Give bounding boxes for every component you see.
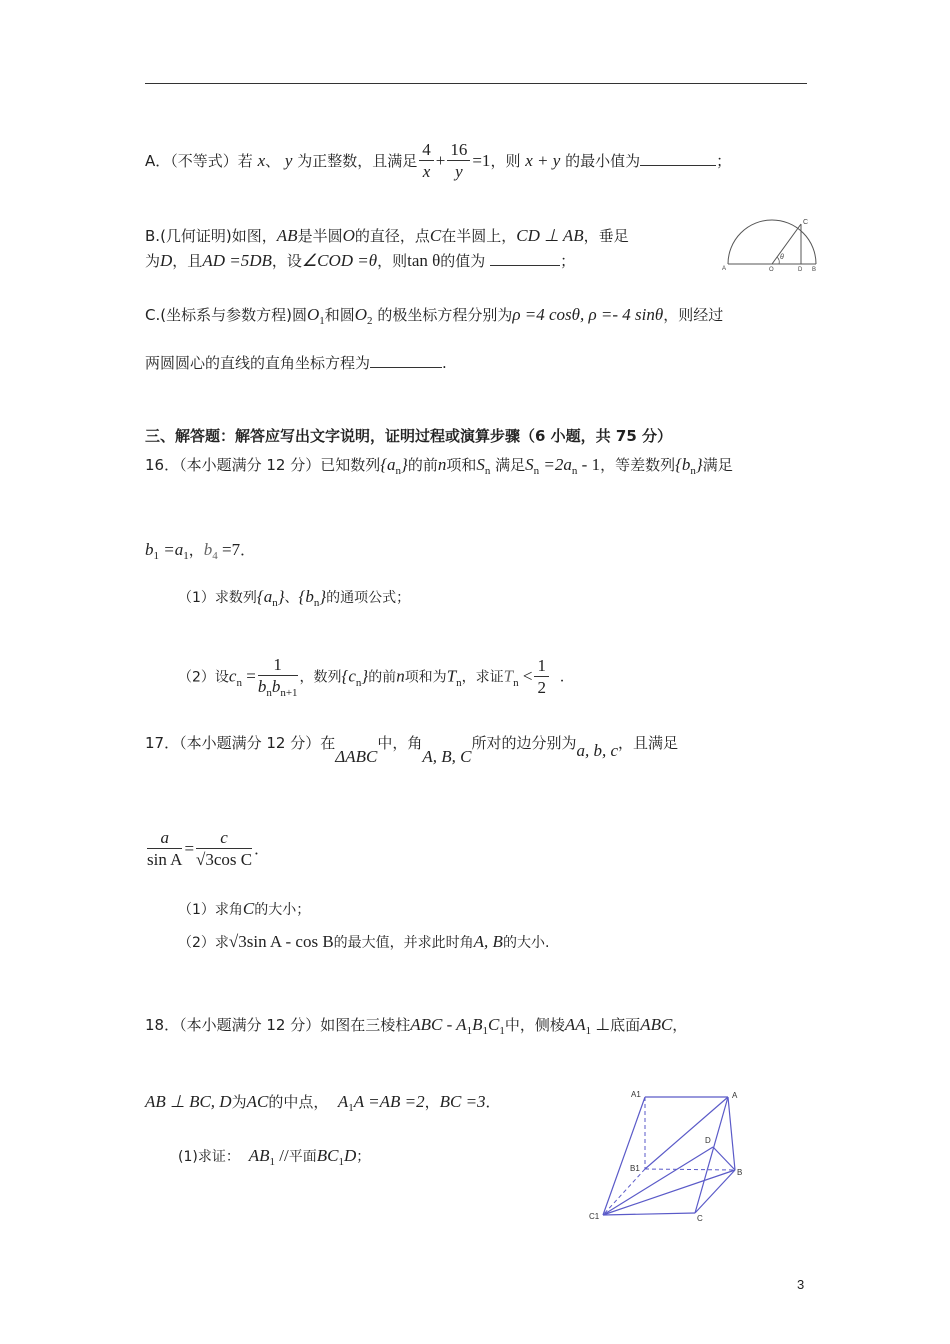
label-c: C xyxy=(697,1214,703,1223)
q17-part1: （1）求角C的大小； xyxy=(178,899,311,918)
label-c1: C1 xyxy=(589,1212,600,1221)
label-a: A xyxy=(732,1091,738,1100)
label-o: O xyxy=(769,267,774,272)
q17-part2: （2）求√3sin A - cos B的最大值，并求此时角A, B的大小. xyxy=(178,932,550,951)
edge-c1-c xyxy=(603,1213,695,1215)
fraction-16-y: $\frac{16}{y}$ xyxy=(447,140,470,183)
item-b-line2: 为D，且AD =5DB，设∠COD =θ，则tan θ的值为 ； xyxy=(145,251,576,270)
page-number: 3 xyxy=(797,1277,805,1292)
prism-figure xyxy=(585,1085,755,1225)
label-b1: B1 xyxy=(630,1164,640,1173)
segment-c1-b xyxy=(603,1170,735,1215)
q16-part1: （1）求数列$\{a_n\}$、$\{b_n\}$的通项公式； xyxy=(178,587,411,609)
semicircle-figure xyxy=(722,212,822,272)
item-b-line1: B.(几何证明)如图，AB是半圆O的直径，点C在半圆上，CD ⊥ AB，垂足 xyxy=(145,226,629,245)
label-d: D xyxy=(705,1136,711,1145)
label-a1: A1 xyxy=(631,1090,641,1099)
q18-line1: 18．（本小题满分 12 分）如图在三棱柱ABC - $A_1B_1C_1$中，侧棱$AA_1$ ⊥底面ABC， xyxy=(145,1015,688,1037)
fraction-cn: $\frac{1}{b_nb_{n+1}}$ xyxy=(257,655,298,699)
answer-blank-b[interactable] xyxy=(490,251,560,266)
fraction-c-sqrt3cosC: $\frac{c}{\text{√3cos C}}$ xyxy=(196,828,253,869)
label-b: B xyxy=(737,1168,743,1177)
label-theta: θ xyxy=(780,254,784,261)
q17-line2: $\frac{a}{\text{sin A}}$ = $\frac{c}{\text{√3cos C}}$ ． xyxy=(147,828,270,869)
section-3-heading: 三、解答题：解答应写出文字说明，证明过程或演算步骤（6 小题，共 75 分） xyxy=(145,427,672,445)
q16-line1: 16．（本小题满分 12 分）已知数列$\{a_n\}$的前n项和$S_n$ 满足$S_n =2a_n - 1$，等差数列$\{b_n\}$满足 xyxy=(145,455,733,477)
edge-a-b xyxy=(728,1097,735,1170)
fraction-4-x: $\frac{4}{x}$ xyxy=(419,140,434,183)
q18-part1: (1)求证： $AB_1$ //平面$BC_1D$； xyxy=(178,1146,371,1168)
segment-oc xyxy=(772,224,801,264)
q16-part2: （2）设$c_n$ = $\frac{1}{b_nb_{n+1}}$ ，数列$\{c_n\}$的前n项和为$T_n$，求证$T_n$ < $\frac{1}{2}$ ． xyxy=(178,655,574,699)
fraction-a-sinA: $\frac{a}{\text{sin A}}$ xyxy=(147,828,183,869)
item-a: A．（不等式）若 x、 y 为正整数，且满足 $\frac{4}{x}$ + $\frac{16}{y}$ =1，则 x + y 的最小值为 ； xyxy=(145,140,732,181)
angle-theta-arc xyxy=(777,257,779,264)
edge-a1-c1 xyxy=(603,1097,645,1215)
semicircle-arc xyxy=(728,220,816,264)
label-d: D xyxy=(798,267,803,272)
answer-blank-c[interactable] xyxy=(370,353,442,368)
segment-b1-a xyxy=(645,1097,728,1169)
q17-line1: 17．（本小题满分 12 分）在ΔABC中，角A, B, C所对的边分别为a, b, c，且满足 xyxy=(145,734,679,766)
label-c: C xyxy=(803,219,809,226)
fraction-half: $\frac{1}{2}$ xyxy=(534,656,549,699)
edge-b1-b-hidden xyxy=(645,1169,735,1170)
header-rule xyxy=(145,83,807,84)
q18-line2: AB ⊥ BC, D为AC的中点， $A_1A =AB =2$，BC =3． xyxy=(145,1092,501,1114)
item-c-line1: C.(坐标系与参数方程)圆$O_1$和圆$O_2$ 的极坐标方程分别为ρ =4 cosθ, ρ =- 4 sinθ，则经过 xyxy=(145,305,724,327)
item-c-line2: 两圆圆心的直线的直角坐标方程为 . xyxy=(145,354,447,372)
label-b: B xyxy=(812,267,817,272)
segment-d-b xyxy=(713,1147,735,1170)
answer-blank-a[interactable] xyxy=(640,151,716,166)
q16-line2: $b_1 =a_1$，$b_4 =7$． xyxy=(145,540,256,562)
label-a: A xyxy=(722,266,727,272)
